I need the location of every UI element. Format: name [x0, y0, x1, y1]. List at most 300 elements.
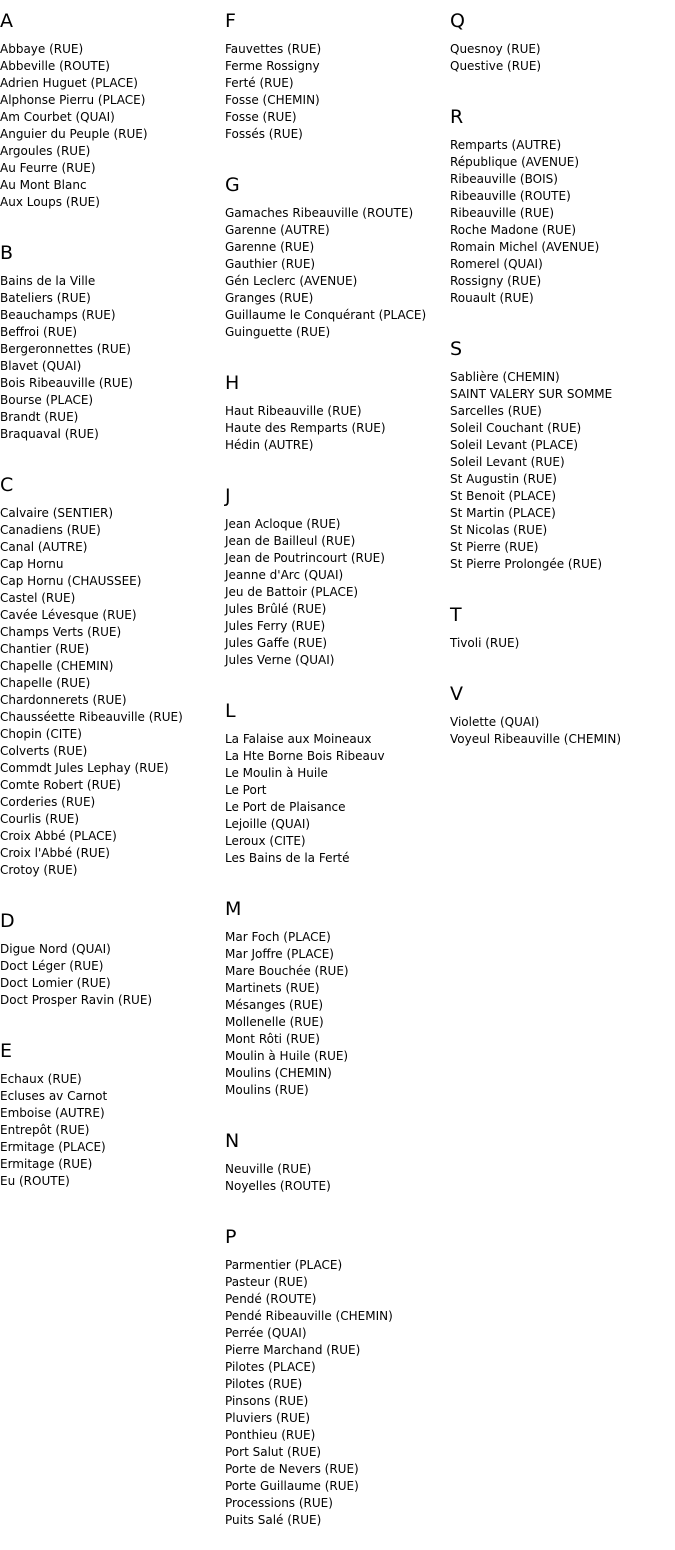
letter-section-a [0, 0, 225, 211]
street-link[interactable]: Jean Acloque (RUE) [225, 517, 341, 531]
letter-section-g [225, 164, 450, 341]
street-list-item [225, 533, 450, 550]
street-list-item [0, 624, 225, 641]
street-link[interactable]: Quesnoy (RUE) [450, 42, 541, 56]
letter-section-d [0, 900, 225, 1009]
street-list-item [225, 324, 450, 341]
street-link[interactable]: Jules Ferry (RUE) [225, 619, 326, 633]
street-link[interactable]: Chausséette Ribeauville (RUE) [0, 710, 183, 724]
street-list-item [225, 92, 450, 109]
street-link[interactable]: Ferme Rossigny [225, 59, 320, 73]
letter-heading: S [450, 338, 463, 360]
street-list-item [225, 1393, 450, 1410]
street-list-item [225, 1257, 450, 1274]
street-link[interactable]: Cap Hornu [0, 557, 64, 571]
street-link[interactable]: Pierre Marchand (RUE) [225, 1343, 361, 1357]
street-link[interactable]: St Martin (PLACE) [450, 506, 556, 520]
street-link[interactable]: Ermitage (PLACE) [0, 1140, 106, 1154]
street-list-item [225, 307, 450, 324]
street-list-item [0, 324, 225, 341]
street-list [0, 33, 225, 211]
street-list-item [0, 341, 225, 358]
street-list-item [450, 154, 675, 171]
street-link[interactable]: Champs Verts (RUE) [0, 625, 122, 639]
letter-section-b [0, 232, 225, 443]
street-list-item [225, 75, 450, 92]
street-list [0, 1063, 225, 1190]
street-list-item [225, 1308, 450, 1325]
street-link[interactable]: Bourse (PLACE) [0, 393, 94, 407]
street-link[interactable]: Porte de Nevers (RUE) [225, 1462, 359, 1476]
street-list-item [225, 1342, 450, 1359]
letter-section-l [225, 690, 450, 867]
street-link[interactable]: Aux Loups (RUE) [0, 195, 100, 209]
street-list-item [0, 126, 225, 143]
street-link[interactable]: Echaux (RUE) [0, 1072, 82, 1086]
street-list-item [0, 109, 225, 126]
letter-heading: R [450, 106, 464, 128]
street-link[interactable]: Fossés (RUE) [225, 127, 303, 141]
street-link[interactable]: Crotoy (RUE) [0, 863, 78, 877]
street-link[interactable]: République (AVENUE) [450, 155, 580, 169]
street-link[interactable]: Croix l'Abbé (RUE) [0, 846, 110, 860]
street-list-item [0, 607, 225, 624]
letter-heading: D [0, 910, 15, 932]
street-list-item [225, 748, 450, 765]
street-link[interactable]: Sablière (CHEMIN) [450, 370, 560, 384]
street-link[interactable]: Mar Joffre (PLACE) [225, 947, 334, 961]
street-list-item [0, 975, 225, 992]
street-link[interactable]: Gamaches Ribeauville (ROUTE) [225, 206, 414, 220]
street-list-item [0, 41, 225, 58]
letter-heading: V [450, 683, 463, 705]
street-list-item [450, 714, 675, 731]
street-list-item [225, 1512, 450, 1529]
street-link[interactable]: Mésanges (RUE) [225, 998, 324, 1012]
street-link[interactable]: Ribeauville (BOIS) [450, 172, 558, 186]
street-list-item [0, 92, 225, 109]
street-list-item [0, 794, 225, 811]
street-link[interactable]: Rouault (RUE) [450, 291, 534, 305]
street-list-item [450, 505, 675, 522]
street-list-item [225, 1274, 450, 1291]
street-link[interactable]: Abbaye (RUE) [0, 42, 84, 56]
street-link[interactable]: Jules Brûlé (RUE) [225, 602, 327, 616]
street-list-item [0, 307, 225, 324]
street-list-item [450, 522, 675, 539]
street-list-item [450, 386, 675, 403]
letter-heading: J [225, 485, 231, 507]
street-link[interactable]: Abbeville (ROUTE) [0, 59, 110, 73]
street-list [450, 706, 675, 748]
street-list-item [0, 777, 225, 794]
street-link[interactable]: Chapelle (CHEMIN) [0, 659, 114, 673]
street-list-item [225, 1359, 450, 1376]
street-link[interactable]: Beffroi (RUE) [0, 325, 78, 339]
street-link[interactable]: Guillaume le Conquérant (PLACE) [225, 308, 427, 322]
street-list-item [225, 1031, 450, 1048]
street-list-item [450, 556, 675, 573]
street-link[interactable]: Ermitage (RUE) [0, 1157, 93, 1171]
street-link[interactable]: Doct Prosper Ravin (RUE) [0, 993, 153, 1007]
letter-section-s [450, 328, 675, 573]
street-link[interactable]: Adrien Huguet (PLACE) [0, 76, 138, 90]
street-link[interactable]: Ferté (RUE) [225, 76, 294, 90]
street-link[interactable]: Romerel (QUAI) [450, 257, 543, 271]
street-list [225, 1153, 450, 1195]
street-list-item [450, 437, 675, 454]
street-link[interactable]: Rossigny (RUE) [450, 274, 542, 288]
street-link[interactable]: Pendé (ROUTE) [225, 1292, 317, 1306]
street-link[interactable]: Doct Léger (RUE) [0, 959, 104, 973]
letter-heading: L [225, 700, 236, 722]
street-list-item [225, 799, 450, 816]
street-link[interactable]: Gén Leclerc (AVENUE) [225, 274, 358, 288]
street-link[interactable]: Bateliers (RUE) [0, 291, 91, 305]
street-link[interactable]: Ribeauville (ROUTE) [450, 189, 571, 203]
street-list [225, 395, 450, 454]
street-link[interactable]: Questive (RUE) [450, 59, 542, 73]
street-list-item [0, 1122, 225, 1139]
street-link[interactable]: Chapelle (RUE) [0, 676, 91, 690]
street-link[interactable]: Colverts (RUE) [0, 744, 88, 758]
street-link[interactable]: Digue Nord (QUAI) [0, 942, 111, 956]
street-link[interactable]: Cap Hornu (CHAUSSEE) [0, 574, 142, 588]
street-link[interactable]: Garenne (AUTRE) [225, 223, 330, 237]
street-link[interactable]: Port Salut (RUE) [225, 1445, 322, 1459]
street-link[interactable]: Voyeul Ribeauville (CHEMIN) [450, 732, 622, 746]
street-link[interactable]: Gauthier (RUE) [225, 257, 316, 271]
street-link[interactable]: Cavée Lévesque (RUE) [0, 608, 137, 622]
street-link[interactable]: Roche Madone (RUE) [450, 223, 577, 237]
street-list-item [450, 205, 675, 222]
street-link[interactable]: Noyelles (ROUTE) [225, 1179, 331, 1193]
street-list-item [225, 58, 450, 75]
street-link[interactable]: Mont Rôti (RUE) [225, 1032, 320, 1046]
street-list-item [450, 403, 675, 420]
street-link[interactable]: Au Feurre (RUE) [0, 161, 96, 175]
street-list-item [225, 1048, 450, 1065]
street-list-item [225, 1495, 450, 1512]
street-link[interactable]: Pendé Ribeauville (CHEMIN) [225, 1309, 393, 1323]
street-list-item [0, 358, 225, 375]
street-list-item [0, 194, 225, 211]
street-list-item [225, 618, 450, 635]
street-link[interactable]: Chopin (CITE) [0, 727, 82, 741]
street-link[interactable]: Brandt (RUE) [0, 410, 79, 424]
street-list [450, 627, 675, 652]
street-list-item [450, 222, 675, 239]
street-list-item [225, 963, 450, 980]
letter-section-v [450, 673, 675, 748]
street-link[interactable]: Canal (AUTRE) [0, 540, 88, 554]
street-link[interactable]: Jeu de Battoir (PLACE) [225, 585, 359, 599]
street-link[interactable]: St Augustin (RUE) [450, 472, 557, 486]
street-link[interactable]: Commdt Jules Lephay (RUE) [0, 761, 169, 775]
street-list-item [0, 505, 225, 522]
street-list-item [0, 290, 225, 307]
street-link[interactable]: Mar Foch (PLACE) [225, 930, 331, 944]
street-list-item [225, 239, 450, 256]
street-link[interactable]: Moulins (CHEMIN) [225, 1066, 332, 1080]
letter-section-q [450, 0, 675, 75]
street-list-item [225, 782, 450, 799]
street-link[interactable]: St Benoit (PLACE) [450, 489, 557, 503]
street-link[interactable]: Braquaval (RUE) [0, 427, 99, 441]
street-list-item [225, 997, 450, 1014]
street-list-item [0, 726, 225, 743]
street-list-item [450, 731, 675, 748]
letter-section-n [225, 1120, 450, 1195]
street-link[interactable]: Pilotes (PLACE) [225, 1360, 316, 1374]
letter-section-e [0, 1030, 225, 1190]
street-list-item [450, 290, 675, 307]
street-link[interactable]: Le Port [225, 783, 267, 797]
street-link[interactable]: Anguier du Peuple (RUE) [0, 127, 148, 141]
street-link[interactable]: Violette (QUAI) [450, 715, 540, 729]
street-list-item [225, 516, 450, 533]
street-link[interactable]: Pinsons (RUE) [225, 1394, 309, 1408]
street-list-item [225, 1461, 450, 1478]
street-list-item [0, 177, 225, 194]
street-link[interactable]: La Hte Borne Bois Ribeauv [225, 749, 385, 763]
street-list-item [225, 550, 450, 567]
street-link[interactable]: Pluviers (RUE) [225, 1411, 311, 1425]
street-list-item [0, 811, 225, 828]
street-list-item [225, 731, 450, 748]
street-link[interactable]: Jules Verne (QUAI) [225, 653, 335, 667]
street-link[interactable]: Eu (ROUTE) [0, 1174, 70, 1188]
street-link[interactable]: Chardonnerets (RUE) [0, 693, 127, 707]
street-list-item [225, 1478, 450, 1495]
street-list-item [0, 556, 225, 573]
street-link[interactable]: Soleil Levant (RUE) [450, 455, 565, 469]
street-link[interactable]: Tivoli (RUE) [450, 636, 520, 650]
street-list-item [225, 929, 450, 946]
street-list [225, 197, 450, 341]
street-list-item [0, 1088, 225, 1105]
street-list-item [225, 1325, 450, 1342]
street-link[interactable]: Beauchamps (RUE) [0, 308, 116, 322]
street-list-item [450, 41, 675, 58]
street-link[interactable]: Le Moulin à Huile [225, 766, 328, 780]
letter-section-t [450, 594, 675, 652]
street-list-item [0, 426, 225, 443]
street-link[interactable]: Martinets (RUE) [225, 981, 320, 995]
street-list [225, 33, 450, 143]
street-link[interactable]: Emboise (AUTRE) [0, 1106, 105, 1120]
letter-section-j [225, 475, 450, 669]
street-list-item [0, 845, 225, 862]
street-link[interactable]: Calvaire (SENTIER) [0, 506, 114, 520]
street-link[interactable]: Moulin à Huile (RUE) [225, 1049, 349, 1063]
street-list-item [0, 709, 225, 726]
letter-heading: T [450, 604, 462, 626]
street-link[interactable]: Jean de Poutrincourt (RUE) [225, 551, 385, 565]
letter-heading: N [225, 1130, 240, 1152]
street-list-item [0, 1156, 225, 1173]
street-list-item [450, 188, 675, 205]
index-column-1 [0, 0, 225, 1211]
index-column-2 [225, 0, 450, 1550]
street-list-item [0, 392, 225, 409]
street-link[interactable]: Garenne (RUE) [225, 240, 315, 254]
street-link[interactable]: Moulins (RUE) [225, 1083, 309, 1097]
letter-section-m [225, 888, 450, 1099]
street-list-item [450, 635, 675, 652]
street-link[interactable]: Argoules (RUE) [0, 144, 91, 158]
letter-heading: M [225, 898, 242, 920]
street-list [0, 265, 225, 443]
street-list-item [0, 573, 225, 590]
street-link[interactable]: La Falaise aux Moineaux [225, 732, 372, 746]
street-list [225, 723, 450, 867]
street-link[interactable]: SAINT VALERY SUR SOMME [450, 387, 613, 401]
street-link[interactable]: Romain Michel (AVENUE) [450, 240, 600, 254]
street-list-item [225, 437, 450, 454]
street-link[interactable]: Fauvettes (RUE) [225, 42, 322, 56]
street-list-item [0, 160, 225, 177]
street-list-item [0, 58, 225, 75]
street-list-item [225, 256, 450, 273]
street-link[interactable]: Leroux (CITE) [225, 834, 306, 848]
street-link[interactable]: Entrepôt (RUE) [0, 1123, 90, 1137]
street-list-item [450, 471, 675, 488]
street-list-item [225, 652, 450, 669]
street-link[interactable]: Courlis (RUE) [0, 812, 80, 826]
street-link[interactable]: Castel (RUE) [0, 591, 76, 605]
street-list-item [0, 75, 225, 92]
street-link[interactable]: Pilotes (RUE) [225, 1377, 303, 1391]
street-link[interactable]: Haut Ribeauville (RUE) [225, 404, 362, 418]
street-link[interactable]: Blavet (QUAI) [0, 359, 82, 373]
street-link[interactable]: Croix Abbé (PLACE) [0, 829, 117, 843]
street-link[interactable]: Processions (RUE) [225, 1496, 333, 1510]
street-list-item [225, 1082, 450, 1099]
street-list-item [225, 126, 450, 143]
street-link[interactable]: Canadiens (RUE) [0, 523, 101, 537]
index-column-3 [450, 0, 675, 769]
street-link[interactable]: Jeanne d'Arc (QUAI) [225, 568, 344, 582]
street-link[interactable]: Les Bains de la Ferté [225, 851, 350, 865]
street-link[interactable]: Bergeronnettes (RUE) [0, 342, 131, 356]
street-list-item [450, 273, 675, 290]
street-list-item [0, 522, 225, 539]
street-link[interactable]: Granges (RUE) [225, 291, 314, 305]
street-link[interactable]: St Nicolas (RUE) [450, 523, 548, 537]
letter-section-r [450, 96, 675, 307]
street-link[interactable]: Chantier (RUE) [0, 642, 90, 656]
street-list-item [225, 584, 450, 601]
street-link[interactable]: Bains de la Ville [0, 274, 96, 288]
street-list-item [0, 590, 225, 607]
street-link[interactable]: Ribeauville (RUE) [450, 206, 554, 220]
street-link[interactable]: Mare Bouchée (RUE) [225, 964, 349, 978]
street-list-item [225, 850, 450, 867]
street-list-item [450, 239, 675, 256]
street-link[interactable]: Haute des Remparts (RUE) [225, 421, 386, 435]
street-list-item [225, 1376, 450, 1393]
street-list-item [0, 992, 225, 1009]
street-list [450, 33, 675, 75]
street-link[interactable]: Am Courbet (QUAI) [0, 110, 115, 124]
street-link[interactable]: Jean de Bailleul (RUE) [225, 534, 356, 548]
street-link[interactable]: Hédin (AUTRE) [225, 438, 314, 452]
street-link[interactable]: Remparts (AUTRE) [450, 138, 562, 152]
street-list-item [0, 675, 225, 692]
street-list-item [450, 454, 675, 471]
street-list-item [225, 1291, 450, 1308]
street-link[interactable]: Porte Guillaume (RUE) [225, 1479, 359, 1493]
street-list-item [225, 1444, 450, 1461]
street-link[interactable]: Bois Ribeauville (RUE) [0, 376, 133, 390]
street-list-item [0, 658, 225, 675]
street-link[interactable]: Lejoille (QUAI) [225, 817, 311, 831]
street-link[interactable]: Corderies (RUE) [0, 795, 96, 809]
letter-heading: B [0, 242, 14, 264]
street-link[interactable]: Puits Salé (RUE) [225, 1513, 322, 1527]
street-link[interactable]: Au Mont Blanc [0, 178, 87, 192]
street-link[interactable]: Neuville (RUE) [225, 1162, 312, 1176]
street-list-item [450, 420, 675, 437]
street-list [450, 361, 675, 573]
street-link[interactable]: Perrée (QUAI) [225, 1326, 307, 1340]
letter-heading: Q [450, 10, 465, 32]
street-link[interactable]: Mollenelle (RUE) [225, 1015, 324, 1029]
street-list-item [0, 641, 225, 658]
street-list-item [0, 1173, 225, 1190]
street-link[interactable]: Guinguette (RUE) [225, 325, 331, 339]
street-list-item [225, 1410, 450, 1427]
street-link[interactable]: Fosse (CHEMIN) [225, 93, 320, 107]
street-link[interactable]: Ecluses av Carnot [0, 1089, 108, 1103]
street-link[interactable]: Parmentier (PLACE) [225, 1258, 343, 1272]
street-list-item [225, 222, 450, 239]
street-list-item [0, 958, 225, 975]
street-list [225, 1249, 450, 1529]
street-list-item [225, 1014, 450, 1031]
street-link[interactable]: Jules Gaffe (RUE) [225, 636, 328, 650]
street-link[interactable]: St Pierre Prolongée (RUE) [450, 557, 602, 571]
street-link[interactable]: Soleil Levant (PLACE) [450, 438, 579, 452]
street-list-item [0, 760, 225, 777]
street-list-item [0, 941, 225, 958]
street-list-item [0, 409, 225, 426]
street-list-item [0, 375, 225, 392]
street-list-item [225, 635, 450, 652]
street-list-item [225, 601, 450, 618]
street-list-item [0, 743, 225, 760]
street-list-item [225, 1161, 450, 1178]
street-list-item [0, 143, 225, 160]
street-list-item [0, 862, 225, 879]
street-link[interactable]: Fosse (RUE) [225, 110, 297, 124]
street-list-item [225, 273, 450, 290]
street-link[interactable]: Soleil Couchant (RUE) [450, 421, 582, 435]
street-link[interactable]: Doct Lomier (RUE) [0, 976, 111, 990]
street-list [0, 933, 225, 1009]
street-link[interactable]: Alphonse Pierru (PLACE) [0, 93, 146, 107]
street-list-item [225, 109, 450, 126]
street-link[interactable]: Pasteur (RUE) [225, 1275, 308, 1289]
street-link[interactable]: Ponthieu (RUE) [225, 1428, 316, 1442]
street-link[interactable]: St Pierre (RUE) [450, 540, 539, 554]
street-link[interactable]: Le Port de Plaisance [225, 800, 346, 814]
street-link[interactable]: Comte Robert (RUE) [0, 778, 121, 792]
street-link[interactable]: Sarcelles (RUE) [450, 404, 542, 418]
street-list-item [225, 765, 450, 782]
street-list-item [225, 946, 450, 963]
